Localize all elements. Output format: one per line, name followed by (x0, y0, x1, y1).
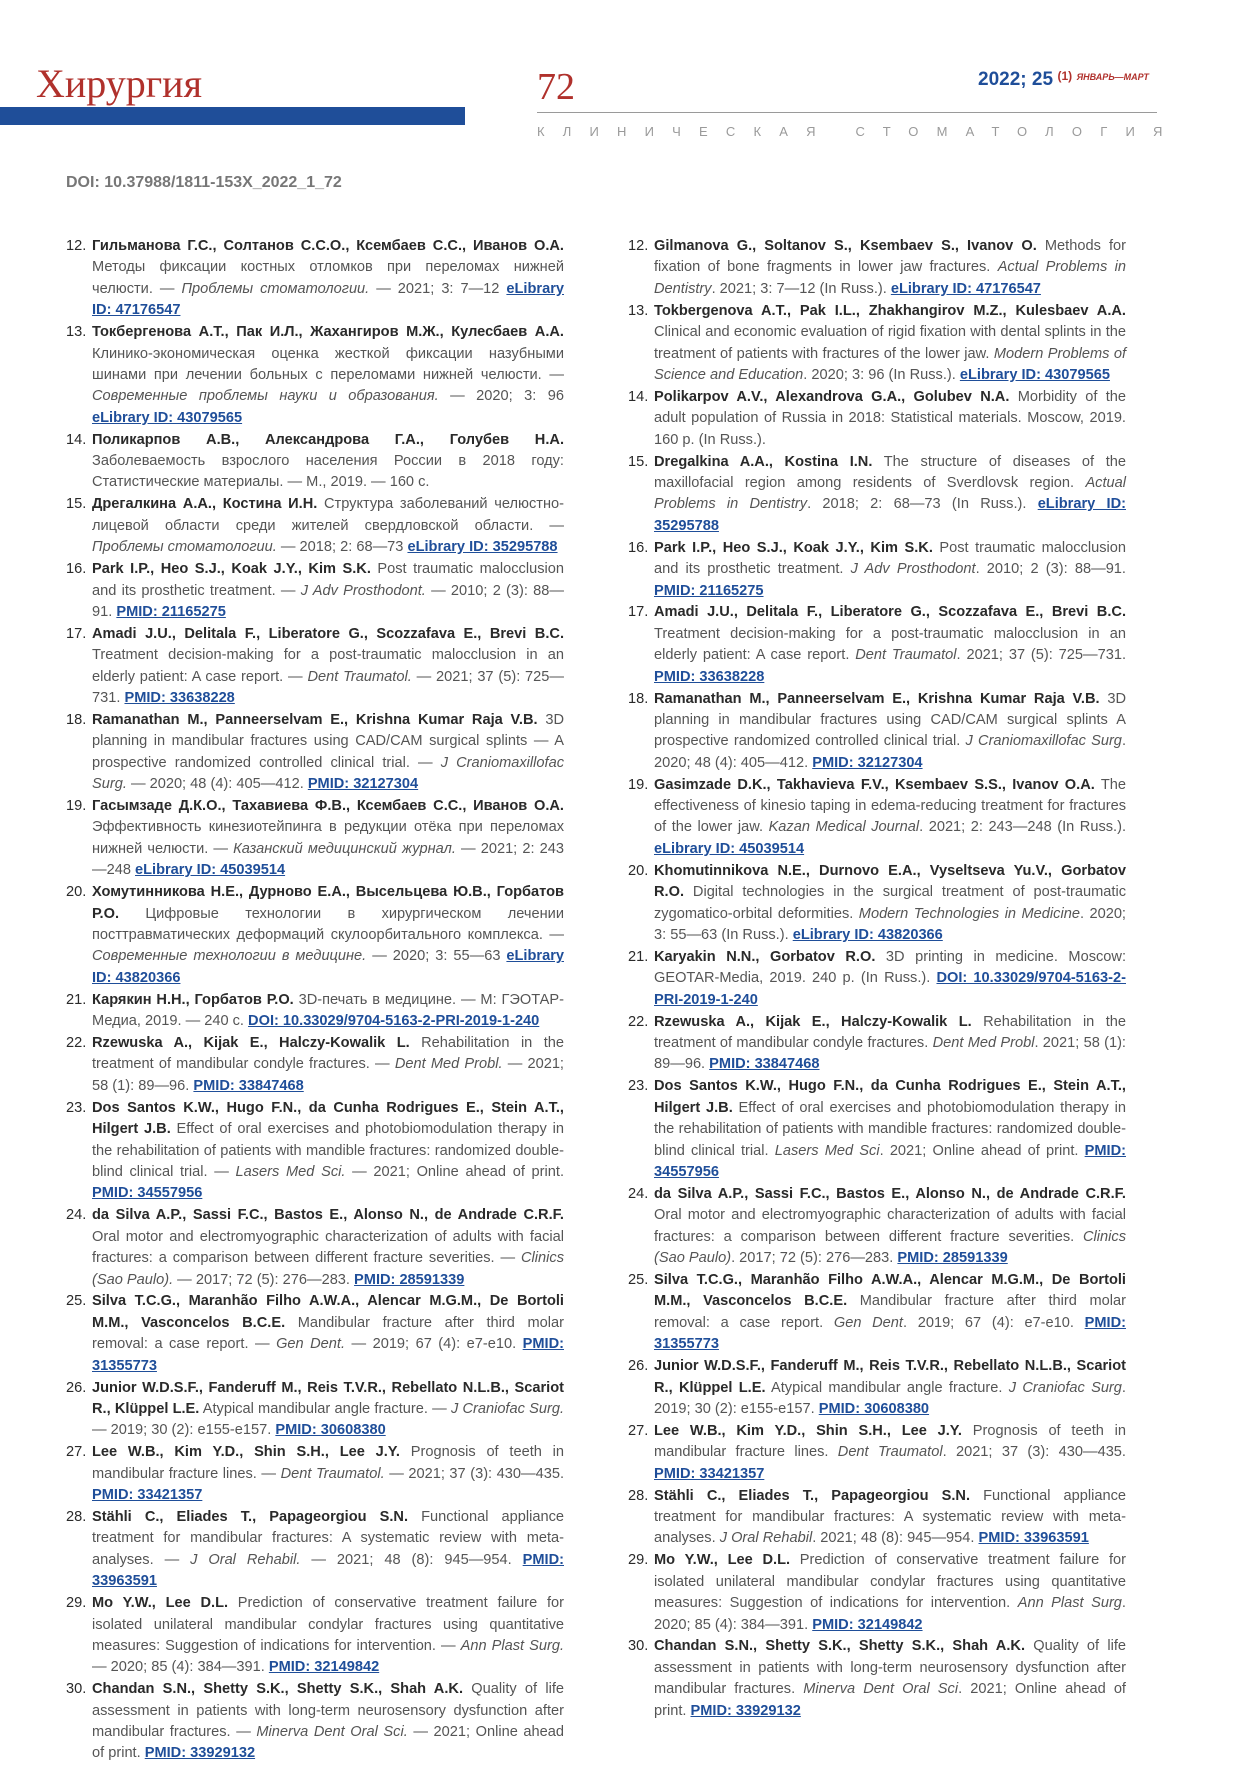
reference-details: . 2021; Online ahead of print. (654, 1681, 1126, 1719)
reference-source: J Adv Prosthodont (850, 561, 976, 578)
reference-number: 23. (628, 1078, 649, 1095)
reference-number: 13. (66, 324, 87, 341)
reference-authors: Stähli C., Eliades T., Papageorgiou S.N. (92, 1508, 409, 1525)
reference-number: 28. (628, 1487, 649, 1504)
reference-title: Prognosis of teeth in mandibular fracture lines. (654, 1422, 1127, 1461)
reference-source: Lasers Med Sci. (235, 1163, 346, 1180)
reference-link[interactable]: PMID: 33847468 (709, 1056, 820, 1073)
reference-authors: Junior W.D.S.F., Fanderuff M., Reis T.V.R., Rebellato N.L.B., Scariot R., Klüppel L.E. (654, 1358, 1126, 1396)
reference-source: Современные технологии в медицине. (92, 948, 367, 965)
reference-details: . 2021; 37 (3): 430—435. (942, 1444, 1126, 1461)
reference-title: Эффективность кинезиотейпинга в редукции отёка при переломах нижней челюсти. — (92, 819, 564, 857)
reference-authors: Поликарпов А.В., Александрова Г.А., Голубев Н.А. (92, 431, 564, 448)
reference-title: Rehabilitation in the treatment of mandibular condyle fractures. (654, 1013, 1127, 1052)
reference-details: — 2021; 48 (8): 945—954. (300, 1551, 523, 1568)
reference-title: 3D planning in mandibular fractures using CAD/CAM surgical splints A prospective randomized controlled clinical trial. (654, 690, 1126, 750)
reference-link[interactable]: PMID: 30608380 (275, 1422, 386, 1439)
reference-details: . 2020; 3: 96 (In Russ.). (803, 366, 960, 383)
reference-authors: Amadi J.U., Delitala F., Liberatore G., Scozzafava E., Brevi B.C. (654, 604, 1126, 621)
reference-link[interactable]: PMID: 33963591 (978, 1530, 1089, 1547)
reference-source: J Craniofac Surg (1008, 1379, 1122, 1396)
reference-link[interactable]: PMID: 33421357 (92, 1487, 203, 1504)
reference-source: J Adv Prosthodont. (300, 582, 426, 599)
reference-link[interactable]: PMID: 30608380 (818, 1400, 930, 1417)
reference-number: 14. (628, 388, 649, 405)
reference-number: 12. (628, 238, 649, 254)
reference-authors: Rzewuska A., Kijak E., Halczy-Kowalik L. (654, 1013, 972, 1030)
reference-details: — 2021; 58 (1): 89—96. (92, 1056, 564, 1094)
reference-details: — 2021; 37 (5): 725—731. (92, 668, 565, 707)
reference-link[interactable]: PMID: 32149842 (812, 1616, 923, 1633)
issue-year: 2022; 25 (978, 69, 1054, 90)
reference-item (66, 624, 564, 710)
reference-details: — 2019; 30 (2): e155-e157. (92, 1422, 276, 1439)
reference-link[interactable]: PMID: 32127304 (307, 776, 419, 793)
reference-number: 20. (66, 884, 87, 901)
reference-number: 20. (628, 862, 649, 879)
reference-details: . 2020; 48 (4): 405—412. (654, 733, 1126, 771)
reference-source: Gen Dent (833, 1314, 903, 1331)
reference-title: Mandibular fracture after third molar removal: a case report. — (92, 1314, 564, 1353)
reference-source: Казанский медицинский журнал. (233, 840, 456, 857)
reference-authors: Ramanathan M., Panneerselvam E., Krishna Kumar Raja V.B. (654, 690, 1100, 707)
reference-title: Клинико-экономическая оценка жесткой фиксации назубными шинами при лечении больных с переломами нижней челюсти. — (92, 345, 564, 383)
reference-item (628, 1486, 1126, 1550)
reference-number: 27. (66, 1444, 87, 1461)
reference-authors: Chandan S.N., Shetty S.K., Shetty S.K., Shah A.K. (92, 1681, 463, 1698)
reference-item (628, 775, 1126, 861)
reference-title: Quality of life assessment in patients with long-term neurosensory dysfunction after mandibular fractures. — (92, 1681, 564, 1741)
reference-item (628, 1421, 1126, 1485)
reference-title: Prediction of conservative treatment failure for isolated unilateral mandibular condylar fractures using quantitative measures: Suggestion of indications for intervention. — (92, 1595, 564, 1654)
reference-number: 26. (66, 1379, 87, 1396)
reference-number: 25. (66, 1293, 87, 1310)
reference-link[interactable]: PMID: 21165275 (116, 603, 226, 620)
reference-source: Dent Med Probl (932, 1035, 1035, 1052)
reference-number: 24. (66, 1207, 87, 1224)
reference-link[interactable]: eLibrary ID: 47176547 (890, 280, 1041, 297)
reference-source: Clinics (Sao Paulo). (92, 1250, 564, 1288)
reference-link[interactable]: eLibrary ID: 43079565 (959, 366, 1110, 383)
reference-number: 21. (66, 991, 87, 1008)
reference-title: The structure of diseases of the maxillofacial region among residents of Sverdlovsk region. (654, 453, 1126, 491)
reference-title: Методы фиксации костных отломков при переломах нижней челюсти. — (92, 259, 564, 297)
section-title: Хирургия (36, 61, 202, 106)
article-doi: DOI: 10.37988/1811-153X_2022_1_72 (66, 174, 342, 191)
reference-number: 19. (628, 776, 649, 793)
reference-number: 15. (66, 496, 87, 513)
reference-details: — 2021; Online ahead of print. (345, 1163, 565, 1180)
reference-title: Quality of life assessment in patients with long-term neurosensory dysfunction after mandibular fractures. (654, 1638, 1126, 1698)
reference-source: Actual Problems in Dentistry (654, 259, 1126, 297)
reference-item (66, 796, 564, 882)
reference-details: — 2021; 3: 7—12 (369, 280, 507, 297)
reference-details: . 2020; 85 (4): 384—391. (654, 1595, 1126, 1633)
reference-link[interactable]: eLibrary ID: 43079565 (92, 409, 243, 426)
reference-authors: da Silva A.P., Sassi F.C., Bastos E., Alonso N., de Andrade C.R.F. (654, 1185, 1126, 1202)
reference-details: . 2021; 48 (8): 945—954. (812, 1530, 979, 1547)
reference-link[interactable]: PMID: 31355773 (654, 1314, 1126, 1353)
reference-authors: Дрегалкина А.А., Костина И.Н. (92, 496, 318, 513)
reference-item (66, 882, 564, 989)
reference-source: Modern Problems of Science and Education (654, 345, 1126, 383)
reference-title: Clinical and economic evaluation of rigid fixation with dental splints in the treatment of patients with fractures of the lower jaw. (654, 324, 1126, 362)
reference-source: Современные проблемы науки и образования. (92, 388, 439, 405)
reference-authors: da Silva A.P., Sassi F.C., Bastos E., Alonso N., de Andrade C.R.F. (92, 1207, 564, 1224)
reference-number: 25. (628, 1272, 649, 1288)
reference-item (628, 236, 1126, 300)
reference-details: . 2017; 72 (5): 276—283. (731, 1250, 898, 1267)
reference-link[interactable]: PMID: 28591339 (354, 1271, 465, 1288)
reference-authors: Dregalkina A.A., Kostina I.N. (654, 453, 873, 470)
reference-number: 17. (66, 625, 87, 642)
issue-months: ЯНВАРЬ—МАРТ (1076, 72, 1149, 82)
reference-number: 28. (66, 1508, 87, 1525)
reference-number: 22. (628, 1013, 649, 1030)
reference-link[interactable]: PMID: 34557956 (654, 1142, 1126, 1180)
reference-source: Actual Problems in Dentistry (654, 474, 1126, 513)
reference-details: — 2021; Online ahead of print. (92, 1724, 564, 1762)
reference-item (628, 387, 1126, 451)
reference-number: 16. (628, 539, 649, 556)
reference-authors: Park I.P., Heo S.J., Koak J.Y., Kim S.K. (654, 539, 933, 556)
references-russian (66, 236, 564, 1765)
reference-item (66, 710, 564, 796)
reference-source: Dent Traumatol. (280, 1465, 385, 1482)
journal-name: КЛИНИЧЕСКАЯ СТОМАТОЛОГИЯ (537, 124, 1181, 139)
reference-title: Prognosis of teeth in mandibular fracture lines. — (92, 1444, 565, 1482)
reference-item (628, 1184, 1126, 1270)
reference-item (66, 1442, 564, 1506)
reference-details: . 2021; 58 (1): 89—96. (654, 1035, 1126, 1073)
reference-link[interactable]: eLibrary ID: 47176547 (92, 280, 564, 319)
reference-number: 30. (66, 1681, 87, 1698)
reference-number: 21. (628, 948, 649, 965)
reference-link[interactable]: eLibrary ID: 35295788 (407, 539, 558, 556)
reference-title: Цифровые технологии в хирургическом лечении посттравматических деформаций скулоорбитального комплекса. — (92, 905, 564, 943)
reference-authors: Silva T.C.G., Maranhão Filho A.W.A., Alencar M.G.M., De Bortoli M.M., Vasconcelos B.C.E. (92, 1293, 564, 1331)
reference-source: J Oral Rehabil. (190, 1551, 301, 1568)
reference-title: 3D printing in medicine. Moscow: GEOTAR-Media, 2019. 240 p. (In Russ.). (654, 948, 1126, 987)
page-number: 72 (537, 66, 575, 108)
reference-title: 3D-печать в медицине. — М: ГЭОТАР-Медиа, 2019. — 240 с. (92, 991, 565, 1030)
reference-number: 17. (628, 604, 649, 621)
reference-source: J Craniomaxillofac Surg. (92, 754, 564, 793)
reference-details: — 2020; 85 (4): 384—391. (92, 1659, 269, 1676)
reference-item (66, 990, 564, 1033)
reference-authors: Gasimzade D.K., Takhavieva F.V., Ksembaev S.S., Ivanov O.A. (654, 776, 1095, 793)
reference-number: 14. (66, 431, 87, 448)
reference-link[interactable]: eLibrary ID: 43820366 (92, 948, 564, 986)
reference-source: Dent Traumatol (837, 1444, 943, 1461)
reference-link[interactable]: PMID: 34557956 (92, 1185, 203, 1202)
reference-item (66, 494, 564, 558)
reference-source: Modern Technologies in Medicine (858, 905, 1080, 922)
reference-title: Effect of oral exercises and photobiomodulation therapy in the rehabilitation of patients with mandible fractures: randomized double-blind clinical trial. — (92, 1121, 564, 1180)
reference-authors: Tokbergenova A.T., Pak I.L., Zhakhangirov M.Z., Kulesbaev A.A. (654, 302, 1126, 319)
reference-source: J Oral Rehabil (719, 1530, 813, 1547)
reference-authors: Ramanathan M., Panneerselvam E., Krishna Kumar Raja V.B. (92, 711, 538, 728)
reference-title: Functional appliance treatment for mandibular fractures: A systematic review with meta-analyses. (654, 1487, 1126, 1547)
reference-details: — 2021; 2: 243—248 (92, 840, 564, 879)
reference-authors: Гильманова Г.С., Солтанов С.С.О., Ксембаев С.С., Иванов О.А. (92, 238, 564, 254)
reference-title: Treatment decision-making for a post-traumatic malocclusion in an elderly patient: A case report. — (92, 647, 564, 685)
reference-authors: Park I.P., Heo S.J., Koak J.Y., Kim S.K. (92, 561, 371, 578)
reference-item (66, 1205, 564, 1291)
reference-source: J Craniomaxillofac Surg (965, 733, 1122, 750)
reference-title: Заболеваемость взрослого населения России в 2018 году: Статистические материалы. — М., 2019. — 160 с. (92, 453, 564, 491)
reference-link[interactable]: DOI: 10.33029/9704-5163-2-PRI-2019-1-240 (248, 1013, 540, 1030)
reference-link[interactable]: PMID: 31355773 (92, 1336, 564, 1374)
reference-details: — 2017; 72 (5): 276—283. (173, 1271, 355, 1288)
reference-authors: Silva T.C.G., Maranhão Filho A.W.A., Alencar M.G.M., De Bortoli M.M., Vasconcelos B.C.E. (654, 1272, 1126, 1310)
reference-link[interactable]: PMID: 33638228 (654, 668, 765, 685)
reference-source: Kazan Medical Journal (768, 819, 920, 836)
reference-title: Effect of oral exercises and photobiomodulation therapy in the rehabilitation of patients with mandible fractures: randomized double-blind clinical trial. (654, 1099, 1126, 1159)
reference-link[interactable]: PMID: 33638228 (124, 690, 235, 707)
reference-item (628, 301, 1126, 387)
reference-link[interactable]: eLibrary ID: 45039514 (135, 862, 286, 879)
reference-authors: Amadi J.U., Delitala F., Liberatore G., Scozzafava E., Brevi B.C. (92, 625, 564, 642)
reference-source: Dent Traumatol. (307, 668, 412, 685)
reference-number: 15. (628, 453, 649, 470)
reference-title: Atypical mandibular angle fracture. — (199, 1400, 451, 1417)
reference-item (628, 1550, 1126, 1636)
reference-link[interactable]: PMID: 33847468 (193, 1077, 304, 1094)
reference-number: 16. (66, 561, 87, 578)
reference-details: . 2021; 2: 243—248 (In Russ.). (919, 819, 1127, 836)
reference-link[interactable]: eLibrary ID: 43820366 (792, 927, 943, 943)
reference-details: . 2021; Online ahead of print. (879, 1142, 1085, 1159)
reference-item (66, 1593, 564, 1679)
reference-link[interactable]: PMID: 33963591 (92, 1551, 564, 1590)
reference-source: Minerva Dent Oral Sci. (256, 1724, 408, 1741)
reference-link[interactable]: PMID: 32149842 (268, 1659, 380, 1676)
reference-item (66, 559, 564, 623)
reference-authors: Khomutinnikova N.E., Durnovo E.A., Vyseltseva Yu.V., Gorbatov R.O. (654, 862, 1126, 901)
reference-authors: Rzewuska A., Kijak E., Halczy-Kowalik L. (92, 1035, 410, 1052)
reference-authors: Chandan S.N., Shetty S.K., Shetty S.K., Shah A.K. (654, 1638, 1025, 1655)
reference-title: Mandibular fracture after third molar removal: a case report. (654, 1293, 1126, 1331)
reference-item (66, 1679, 564, 1765)
reference-title: Post traumatic malocclusion and its prosthetic treatment. — (92, 561, 564, 599)
reference-link[interactable]: eLibrary ID: 35295788 (654, 496, 1126, 534)
reference-item (628, 538, 1126, 602)
reference-item (628, 1270, 1126, 1356)
reference-title: The effectiveness of kinesio taping in edema-reducing treatment for fractures of the lower jaw. (654, 776, 1126, 836)
reference-item (628, 1076, 1126, 1183)
reference-number: 29. (628, 1552, 649, 1569)
reference-details: — 2021; 37 (3): 430—435. (384, 1465, 565, 1482)
reference-authors: Карякин Н.Н., Горбатов Р.О. (92, 991, 294, 1008)
reference-link[interactable]: PMID: 21165275 (654, 582, 764, 599)
reference-authors: Dos Santos K.W., Hugo F.N., da Cunha Rodrigues E., Stein A.T., Hilgert J.B. (92, 1099, 564, 1138)
reference-item (66, 1033, 564, 1097)
reference-item (628, 947, 1126, 1011)
reference-title: Post traumatic malocclusion and its prosthetic treatment. (654, 539, 1126, 578)
reference-title: Rehabilitation in the treatment of mandibular condyle fractures. — (92, 1035, 565, 1073)
reference-title: Atypical mandibular angle fracture. (765, 1379, 1009, 1396)
reference-source: Ann Plast Surg. (460, 1637, 564, 1654)
reference-authors: Karyakin N.N., Gorbatov R.O. (654, 948, 876, 965)
reference-title: Oral motor and electromyographic characterization of adults with facial fractures: a comparison between different fracture severities. — (92, 1228, 564, 1267)
reference-source: Dent Traumatol (855, 647, 957, 664)
reference-item (66, 236, 564, 322)
reference-title: Methods for fixation of bone fragments in lower jaw fractures. (654, 238, 1126, 276)
reference-authors: Mo Y.W., Lee D.L. (654, 1552, 791, 1569)
reference-number: 12. (66, 238, 87, 254)
reference-number: 26. (628, 1358, 649, 1375)
reference-source: Проблемы стоматологии. (181, 280, 370, 297)
reference-details: . 2020; 3: 55—63 (In Russ.). (654, 905, 1126, 943)
reference-details: . 2010; 2 (3): 88—91. (975, 561, 1126, 578)
reference-source: J Craniofac Surg. (450, 1400, 564, 1417)
header-divider (537, 112, 1157, 113)
reference-link[interactable]: DOI: 10.33029/9704-5163-2-PRI-2019-1-240 (654, 970, 1126, 1008)
reference-link[interactable]: PMID: 33929132 (690, 1702, 801, 1719)
reference-authors: Dos Santos K.W., Hugo F.N., da Cunha Rodrigues E., Stein A.T., Hilgert J.B. (654, 1078, 1126, 1116)
reference-number: 29. (66, 1595, 87, 1612)
references-english (628, 236, 1126, 1723)
issue-number: (1) (1057, 69, 1073, 83)
reference-title: Prediction of conservative treatment failure for isolated unilateral mandibular condylar fractures using quantitative measures: Suggestion of indications for intervention. (654, 1552, 1126, 1612)
reference-link[interactable]: PMID: 32127304 (812, 754, 923, 771)
reference-number: 22. (66, 1035, 87, 1052)
reference-item (628, 1356, 1126, 1420)
reference-link[interactable]: PMID: 33421357 (654, 1465, 765, 1482)
reference-details: . 2019; 30 (2): e155-e157. (654, 1379, 1126, 1417)
reference-number: 18. (66, 711, 87, 728)
reference-number: 19. (66, 798, 87, 815)
reference-title: Oral motor and electromyographic characterization of adults with facial fractures: a comparison between different fracture severities. (654, 1207, 1126, 1245)
reference-authors: Токбергенова А.Т., Пак И.Л., Жахангиров М.Ж., Кулесбаев А.А. (92, 324, 564, 341)
reference-details: — 2020; 3: 55—63 (366, 948, 507, 965)
issue-info (978, 70, 1149, 89)
reference-item (628, 689, 1126, 775)
reference-link[interactable]: PMID: 28591339 (897, 1250, 1008, 1267)
reference-source: Ann Plast Surg (1017, 1595, 1122, 1612)
reference-details: — 2020; 3: 96 (438, 388, 564, 405)
reference-item (628, 602, 1126, 688)
reference-item (66, 1291, 564, 1377)
reference-number: 18. (628, 690, 649, 707)
reference-item (628, 861, 1126, 947)
reference-details: . 2018; 2: 68—73 (In Russ.). (807, 496, 1038, 513)
reference-authors: Lee W.B., Kim Y.D., Shin S.H., Lee J.Y. (92, 1444, 400, 1461)
reference-item (628, 452, 1126, 538)
reference-item (66, 430, 564, 494)
reference-source: Clinics (Sao Paulo) (654, 1228, 1126, 1267)
reference-title: Functional appliance treatment for mandibular fractures: A systematic review with meta-analyses. — (92, 1508, 564, 1568)
header-accent-bar (0, 107, 465, 125)
reference-authors: Gilmanova G., Soltanov S., Ksembaev S., Ivanov O. (654, 238, 1037, 254)
reference-details: . 2021; 37 (5): 725—731. (956, 647, 1126, 664)
reference-number: 23. (66, 1099, 87, 1116)
reference-number: 24. (628, 1185, 649, 1202)
reference-source: Minerva Dent Oral Sci (803, 1681, 959, 1698)
reference-authors: Junior W.D.S.F., Fanderuff M., Reis T.V.R., Rebellato N.L.B., Scariot R., Klüppel L.E. (92, 1379, 564, 1417)
reference-title: Структура заболеваний челюстно-лицевой области среди жителей свердловской области. — (92, 496, 564, 534)
reference-source: Проблемы стоматологии. (92, 539, 277, 556)
reference-number: 30. (628, 1638, 649, 1655)
reference-link[interactable]: PMID: 33929132 (144, 1745, 256, 1762)
reference-title: Digital technologies in the surgical treatment of post-traumatic zygomatico-orbital deformities. (654, 884, 1126, 922)
reference-authors: Mo Y.W., Lee D.L. (92, 1595, 229, 1612)
reference-item (66, 1507, 564, 1593)
reference-source: Dent Med Probl. (394, 1056, 503, 1073)
reference-item (66, 322, 564, 429)
reference-authors: Гасымзаде Д.К.О., Тахавиева Ф.В., Ксембаев С.С., Иванов О.А. (92, 798, 564, 815)
reference-item (66, 1378, 564, 1442)
reference-source: Gen Dent. (276, 1336, 346, 1353)
reference-details: — 2010; 2 (3): 88—91. (92, 582, 565, 620)
reference-authors: Lee W.B., Kim Y.D., Shin S.H., Lee J.Y. (654, 1422, 962, 1439)
reference-title: Treatment decision-making for a post-traumatic malocclusion in an elderly patient: A case report. (654, 625, 1126, 664)
reference-details: . 2019; 67 (4): e7-e10. (902, 1314, 1085, 1331)
reference-authors: Polikarpov A.V., Alexandrova G.A., Golubev N.A. (654, 388, 1010, 405)
reference-authors: Stähli C., Eliades T., Papageorgiou S.N. (654, 1487, 971, 1504)
reference-title: 3D planning in mandibular fractures using CAD/CAM surgical splints — A prospective randomized controlled clinical trial. — (92, 711, 564, 771)
reference-source: Lasers Med Sci (774, 1142, 880, 1159)
reference-details: . 2021; 3: 7—12 (In Russ.). (711, 280, 891, 297)
reference-title: Morbidity of the adult population of Russia in 2018: Statistical materials. Moscow, 2019. 160 p. (In Russ.). (654, 388, 1126, 448)
reference-details: — 2019; 67 (4): e7-e10. (345, 1336, 523, 1353)
reference-authors: Хомутинникова Н.Е., Дурново Е.А., Высельцева Ю.В., Горбатов Р.О. (92, 884, 564, 922)
reference-link[interactable]: eLibrary ID: 45039514 (654, 840, 805, 857)
reference-item (66, 1098, 564, 1205)
reference-item (628, 1012, 1126, 1076)
reference-number: 27. (628, 1422, 649, 1439)
reference-details: — 2020; 48 (4): 405—412. (126, 776, 308, 793)
reference-number: 13. (628, 302, 649, 319)
reference-item (628, 1636, 1126, 1722)
reference-details: — 2018; 2: 68—73 (276, 539, 408, 556)
